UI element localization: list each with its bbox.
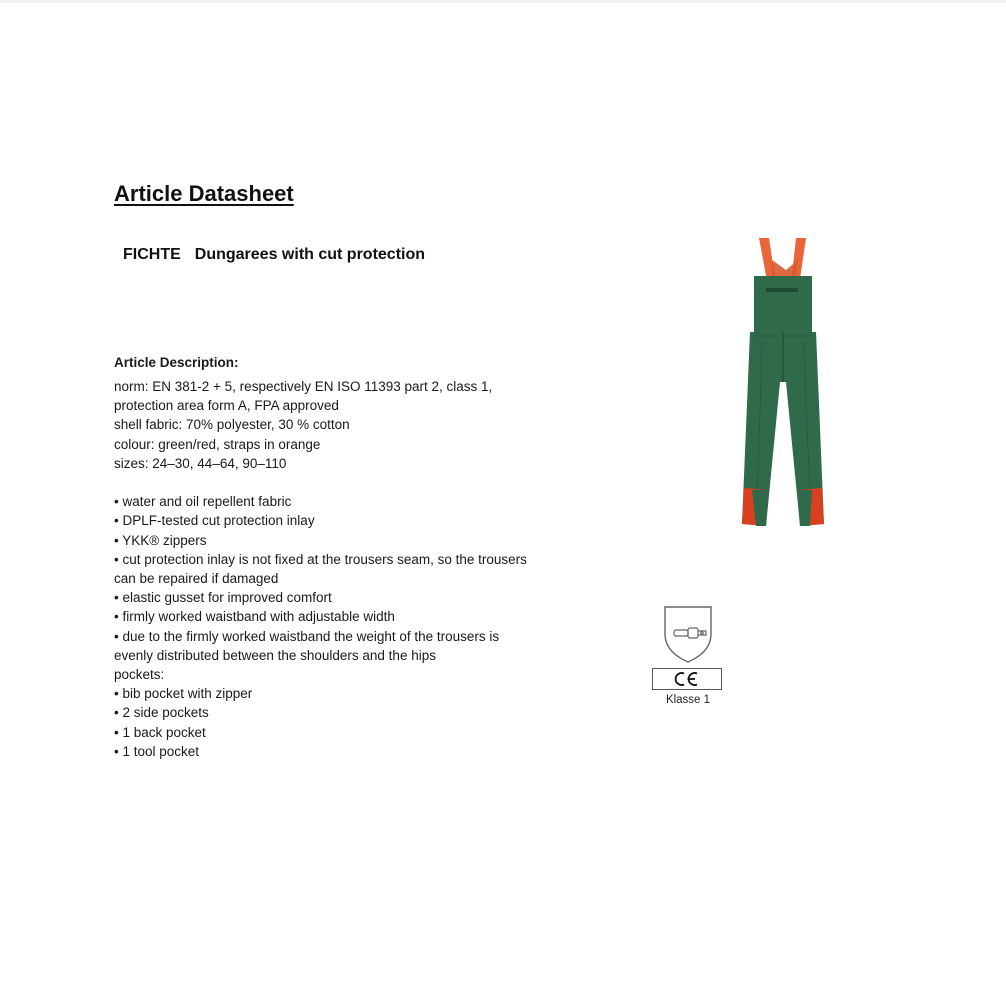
dungarees-image [732, 232, 834, 532]
description-line: can be repaired if damaged [114, 571, 279, 587]
description-line: protection area form A, FPA approved [114, 398, 339, 414]
description-line: sizes: 24–30, 44–64, 90–110 [114, 455, 287, 471]
description-line: • due to the firmly worked waistband the weight of the trousers is [114, 628, 500, 644]
description-line: • bib pocket with zipper [114, 686, 253, 702]
description-line: • firmly worked waistband with adjustable width [114, 609, 395, 625]
description-list [114, 377, 584, 761]
chainsaw-shield-icon [662, 604, 714, 664]
article-subtitle [123, 246, 425, 264]
description-line: • 1 tool pocket [114, 743, 200, 759]
description-line: • 2 side pockets [114, 705, 209, 721]
description-line: • elastic gusset for improved comfort [114, 590, 332, 606]
description-line: norm: EN 381-2 + 5, respectively EN ISO 11393 part 2, class 1, [114, 379, 493, 394]
description-heading: Article Description: [114, 355, 239, 370]
description-line: • 1 back pocket [114, 724, 206, 740]
description-line: • DPLF-tested cut protection inlay [114, 513, 315, 529]
article-name: Dungarees with cut protection [194, 246, 426, 263]
ce-icon [673, 671, 701, 687]
description-line: • YKK® zippers [114, 532, 207, 548]
page-title: Article Datasheet [114, 181, 294, 206]
description-line: colour: green/red, straps in orange [114, 436, 321, 452]
ce-mark [652, 668, 722, 690]
top-divider [0, 0, 1006, 3]
description-line: shell fabric: 70% polyester, 30 % cotton [114, 417, 350, 433]
description-line: • water and oil repellent fabric [114, 494, 292, 510]
protection-class-label: Klasse 1 [665, 694, 711, 706]
article-code: FICHTE [123, 246, 181, 263]
description-line [114, 473, 584, 492]
description-line: evenly distributed between the shoulders and the hips [114, 647, 436, 663]
description-line: pockets: [114, 667, 165, 683]
description-line: • cut protection inlay is not fixed at the trousers seam, so the trousers [114, 551, 527, 567]
